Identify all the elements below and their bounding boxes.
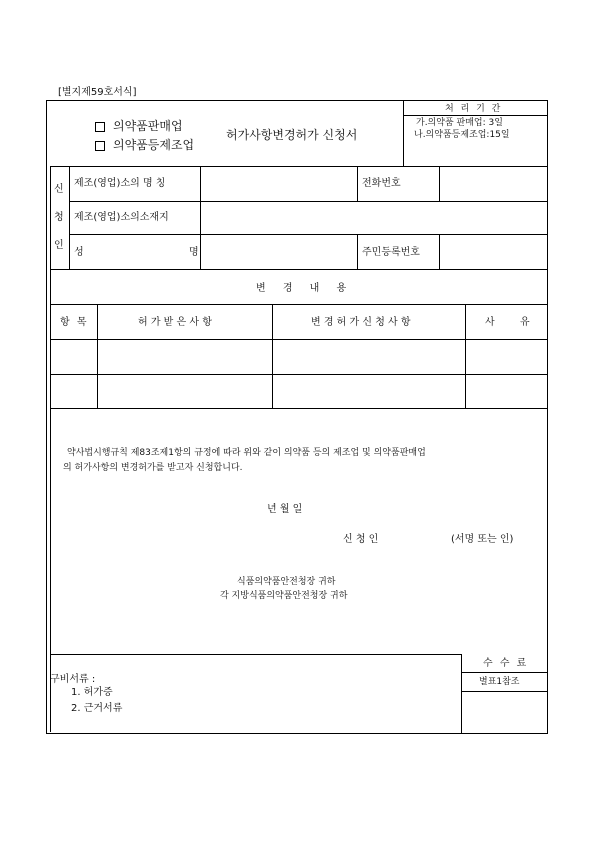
option-pharmacy-sales: 의약품판매업 — [113, 119, 183, 133]
row2-item-cell[interactable] — [51, 375, 96, 407]
row2-permitted-cell[interactable] — [98, 375, 271, 407]
changes-title-bottom — [50, 304, 547, 305]
row2-reason-cell[interactable] — [466, 375, 546, 407]
recipient-2: 각 지방식품의약품안전청장 귀하 — [220, 591, 348, 601]
row1-requested-cell[interactable] — [273, 340, 464, 373]
form-number: [별지제59호서식] — [58, 87, 137, 98]
signature-note: (서명 또는 인) — [451, 534, 514, 545]
row1-reason-cell[interactable] — [466, 340, 546, 373]
side-label-2: 청 — [54, 212, 64, 223]
period-label: 처 리 기 간 — [445, 104, 503, 114]
phone-label-left — [357, 166, 358, 201]
checkbox-pharmacy-sales[interactable] — [95, 122, 105, 132]
frame-top — [46, 100, 548, 101]
col-permitted-header: 허 가 받 은 사 항 — [138, 317, 212, 328]
period-item-manufacturing: 나.의약품등제조업:15일 — [414, 130, 510, 140]
resident-id-label: 주민등록번호 — [362, 247, 420, 258]
side-label-3: 인 — [54, 240, 64, 251]
phone-label: 전화번호 — [362, 178, 401, 189]
applicant-section-bottom — [50, 269, 547, 270]
resident-id-field[interactable] — [440, 235, 546, 268]
footer-fee-divider — [461, 654, 462, 733]
business-address-label: 제조(영업)소의소재지 — [74, 212, 169, 223]
applicant-side-divider — [69, 166, 70, 269]
option-manufacturing: 의약품등제조업 — [113, 138, 195, 152]
required-doc-1: 1. 허가증 — [71, 687, 113, 698]
required-doc-2: 2. 근거서류 — [71, 703, 123, 714]
side-label-1: 신 — [54, 184, 64, 195]
form-title: 허가사항변경허가 신청서 — [226, 128, 358, 142]
statement-line-1: 약사법시행규칙 제83조제1항의 규정에 따라 위와 같이 의약품 등의 제조업 및 의약품판매업 — [67, 448, 426, 458]
checkbox-manufacturing[interactable] — [95, 141, 105, 151]
fee-label-bottom — [461, 672, 547, 673]
business-name-field[interactable] — [201, 167, 356, 200]
col-reason-header-1: 사 — [485, 317, 495, 328]
col-reason-header-2: 유 — [520, 317, 530, 328]
recipient-1: 식품의약품안전청장 귀하 — [237, 577, 336, 587]
frame-left — [46, 100, 47, 733]
business-address-field[interactable] — [201, 202, 546, 233]
applicant-signature-label: 신 청 인 — [343, 534, 379, 545]
fee-label: 수 수 료 — [483, 658, 529, 669]
changes-row2-bottom — [50, 408, 547, 409]
required-docs-title: 구비서류 : — [50, 674, 96, 685]
row1-permitted-cell[interactable] — [98, 340, 271, 373]
statement-line-2: 의 허가사항의 변경허가를 받고자 신청합니다. — [63, 463, 243, 473]
header-divider — [403, 100, 404, 166]
col-requested-header: 변 경 허 가 신 청 사 항 — [311, 317, 411, 328]
fee-value: 별표1참조 — [479, 677, 520, 687]
footer-top — [50, 654, 461, 655]
period-item-sales: 가.의약품 판매업: 3일 — [416, 118, 503, 128]
fee-value-bottom — [461, 691, 547, 692]
frame-right — [547, 100, 548, 733]
row2-requested-cell[interactable] — [273, 375, 464, 407]
person-name-field[interactable] — [201, 235, 356, 268]
date-line: 년 월 일 — [267, 504, 303, 515]
business-name-label: 제조(영업)소의 명 칭 — [74, 178, 166, 189]
frame-bottom — [46, 733, 548, 734]
changes-section-title: 변 경 내 용 — [256, 283, 354, 294]
id-label-left — [357, 234, 358, 269]
person-name-label-2: 명 — [189, 247, 199, 258]
period-divider — [403, 115, 547, 116]
phone-field[interactable] — [440, 167, 546, 200]
row1-item-cell[interactable] — [51, 340, 96, 373]
inner-left — [50, 166, 51, 732]
col-item-header: 항 목 — [60, 317, 89, 328]
person-name-label-1: 성 — [74, 247, 84, 258]
